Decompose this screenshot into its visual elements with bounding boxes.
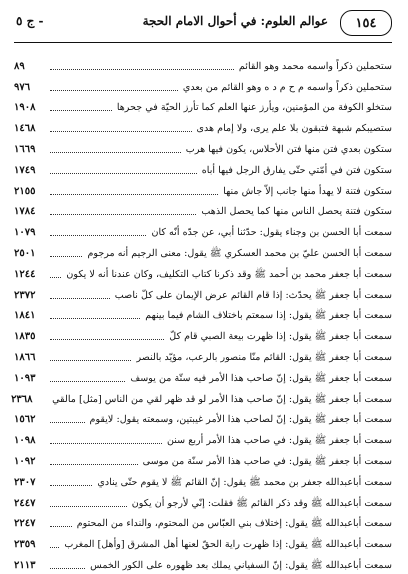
index-entry [14,114,392,135]
entry-text: ستحملين ذكراً واسمه محمد وهو القائم [238,60,392,72]
leader-dots [50,443,162,444]
entry-number: ٢١٥٥ [14,185,36,197]
leader-dots [50,235,146,236]
index-entry [14,322,392,343]
volume-label: - ج ٥ [16,14,44,28]
leader-dots [50,422,85,423]
leader-dots [50,173,197,174]
entry-number: ٢٣٠٧ [14,476,36,488]
entry-number: ١٧٤٩ [14,164,36,176]
entry-number: ١٠٩٨ [14,435,36,447]
leader-dots [50,547,59,548]
entry-text: سمعت أبا الحسن بن وجناء يقول: حدّثنا أبي، عن جدّه أنّه كان [151,227,392,239]
entry-number: ٢٣٦٨ [11,393,33,405]
entry-text: سمعت أباعبدالله ﷺ يقول: إنّ السفياني يملك بعد ظهوره على الكور الخمس [90,559,392,571]
entry-text: سمعت أبا جعفر ﷺ يقول: إذا ظهرت بيعة الصبي قام كلّ [169,331,392,343]
running-title: عوالم العلوم: في أحوال الامام الحجة [142,14,328,28]
leader-dots [50,485,92,486]
entry-number: ١٥٦٢ [14,414,36,426]
entry-text: ستكون فتنة يحصل الناس منها كما يحصل الذهب [201,206,392,218]
leader-dots [50,318,140,319]
entry-number: ٢٣٥٩ [14,539,36,551]
index-entry [14,156,392,177]
index-entry [14,281,392,302]
index-entry [11,385,392,406]
index-entry [14,177,392,198]
entry-number: ٢١١٣ [14,559,36,571]
leader-dots [50,152,181,153]
entry-text: سمعت أبا جعفر محمد بن أحمد ﷺ وقد ذكرنا كتاب التكليف، وكان عندنا أنه لا يكون [66,268,392,280]
entry-number: ١٧٨٤ [14,206,36,218]
entry-text: سمعت أبا جعفر ﷺ يحدّث: إذا قام القائم عرض الإيمان على كلّ ناصب [114,289,392,301]
index-entry [14,73,392,94]
leader-dots [50,360,131,361]
index-list [11,52,392,572]
entry-number: ١٤٦٨ [14,123,36,135]
entry-number: ١٢٤٤ [14,268,36,280]
leader-dots [50,506,127,507]
index-entry [14,260,392,281]
entry-text: سمعت أبا الحسن عليّ بن محمد العسكري ﷺ يقول: معنى الرجيم أنه مرجوم [87,247,392,259]
leader-dots [50,464,138,465]
entry-text: سمعت أباعبدالله ﷺ يقول: إختلاف بني العبّاس من المحتوم، والنداء من المحتوم [76,518,392,530]
leader-dots [50,256,82,257]
index-entry [14,135,392,156]
leader-dots [50,131,192,132]
entry-number: ١٠٩٢ [14,455,36,467]
entry-number: ٢٤٤٧ [14,497,36,509]
entry-text: سمعت أباعبدالله ﷺ وقد ذكر القائم ﷺ فقلت: إنّي لأرجو أن يكون [131,497,392,509]
entry-text: ستكون فتن في أمّتي حتّى يفارق الرجل فيها أباه [201,164,392,176]
index-entry [14,302,392,323]
page-number: ١٥٤ [355,15,377,31]
entry-number: ١٦٦٩ [14,143,36,155]
entry-number: ٩٧٦ [14,81,31,93]
entry-text: ستكون بعدي فتن منها فتن الأحلاس، يكون فيها هرب [185,143,392,155]
leader-dots [50,214,196,215]
index-entry [14,198,392,219]
index-entry [14,94,392,115]
entry-number: ٨٩ [14,60,25,72]
index-entry [14,489,392,510]
index-entry [14,364,392,385]
index-entry [14,510,392,531]
leader-dots [50,90,178,91]
index-entry [14,447,392,468]
leader-dots [50,277,61,278]
entry-number: ٢٥٠١ [14,247,36,259]
leader-dots [50,526,72,527]
index-entry [14,218,392,239]
index-entry [14,468,392,489]
entry-text: ستكون فتنة لا يهدأ منها جانب إلاّ جاش منها [223,185,392,197]
index-entry [14,343,392,364]
entry-text: سمعت أبا جعفر ﷺ يقول: في صاحب هذا الأمر أربع سنن [166,435,392,447]
leader-dots [50,110,112,111]
leader-dots [50,339,164,340]
entry-text: سمعت أبا جعفر ﷺ يقول: في صاحب هذا الأمر سنّة من موسى [142,455,392,467]
entry-number: ١٨٣٥ [14,331,36,343]
entry-number: ١٠٩٣ [14,372,36,384]
entry-number: ١٨٦٦ [14,351,36,363]
entry-text: سمعت أبا جعفر ﷺ يقول: القائم منّا منصور بالرعب، مؤيّد بالنصر [136,351,392,363]
entry-text: سمعت أبا جعفر ﷺ يقول: إنّ لصاحب هذا الأمر غيبتين، وسمعته يقول: لايقوم [89,414,392,426]
entry-text: سمعت أبا جعفر ﷺ يقول: إذا سمعتم باختلاف الشام فيما بينهم [145,310,392,322]
entry-text: ستصيبكم شبهة فتبقون بلا علم يرى، ولا إمام هدى [196,123,392,135]
leader-dots [50,381,125,382]
entry-text: ستحملين ذكراً واسمه م ح م د ه وهو القائم من بعدي [182,81,392,93]
leader-dots [50,568,85,569]
index-entry [14,530,392,551]
index-entry [14,406,392,427]
entry-text: ستخلو الكوفة من المؤمنين، ويأرز عنها العلم كما تأرز الحيّة في جحرها [116,102,392,114]
entry-number: ٢٣٧٢ [14,289,36,301]
entry-number: ٢٢٤٧ [14,518,36,530]
entry-text: سمعت أبا جعفر ﷺ يقول: إنّ صاحب هذا الأمر فيه ستّة من يوسف [130,372,392,384]
entry-text: سمعت أباعبدالله ﷺ يقول: إذا ظهرت راية الحقّ لعنها أهل المشرق [وأهل] المغرب [64,539,392,551]
leader-dots [50,194,218,195]
index-entry [14,52,392,73]
page-header [14,10,392,38]
entry-text: سمعت أبا جعفر ﷺ يقول: إنّ صاحب هذا الأمر لو قد ظهر لقي من الناس [مثل] مالقي [52,393,392,405]
entry-number: ١٨٤١ [14,310,36,322]
header-rule [14,42,392,43]
index-entry [14,239,392,260]
leader-dots [50,69,234,70]
entry-number: ١٠٧٩ [14,227,36,239]
entry-text: سمعت أباعبدالله جعفر بن محمد ﷺ يقول: إنّ القائم ﷺ لا يقوم حتّى ينادي [97,476,392,488]
page-number-badge [340,10,392,36]
entry-number: ١٩٠٨ [14,102,36,114]
index-entry [14,426,392,447]
leader-dots [50,298,110,299]
index-entry [14,551,392,572]
